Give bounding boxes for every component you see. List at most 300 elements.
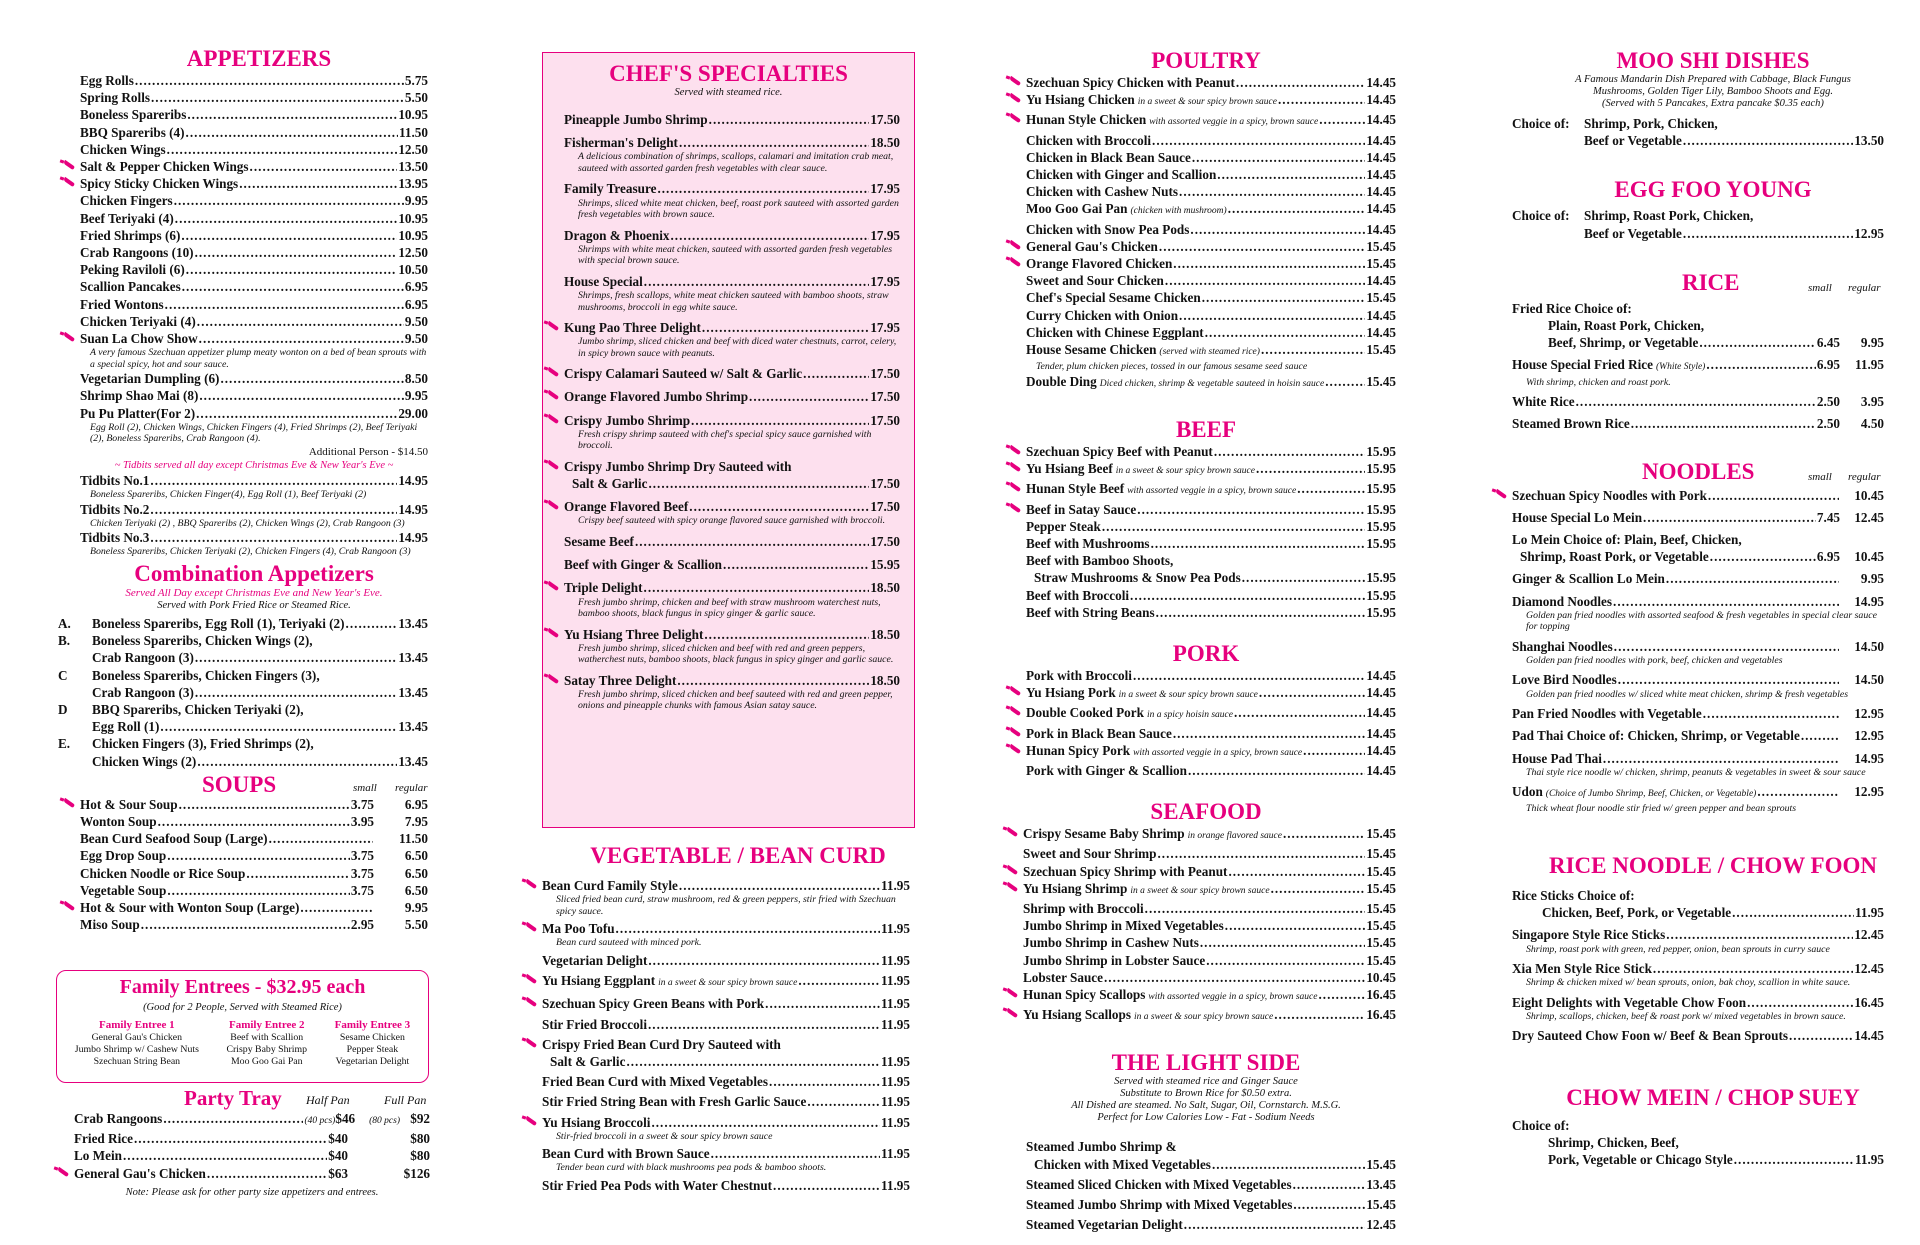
item-price: 10.45 bbox=[1366, 969, 1396, 985]
item-price-regular: 6.95 bbox=[404, 796, 428, 812]
menu-item-row bbox=[1026, 725, 1396, 742]
party-header bbox=[74, 1085, 430, 1110]
menu-item bbox=[1023, 863, 1396, 880]
fried-rice-label: Fried Rice Choice of: bbox=[1512, 300, 1632, 316]
item-name: Crispy Jumbo Shrimp bbox=[564, 412, 691, 428]
menu-item-row bbox=[1026, 132, 1396, 149]
spicy-pepper-icon bbox=[1003, 865, 1017, 875]
item-description: Fresh crispy shrimp sauteed with chef's special spicy sauce garnished with broccoli. bbox=[578, 428, 872, 452]
party-row bbox=[74, 1165, 430, 1182]
leader-dots bbox=[1137, 501, 1365, 518]
menu-item bbox=[1023, 917, 1396, 934]
leader-dots bbox=[1303, 742, 1365, 759]
vegetable-list bbox=[542, 877, 910, 1194]
menu-item bbox=[80, 529, 428, 558]
item-name: Tidbits No.2 bbox=[80, 501, 150, 517]
menu-item-row bbox=[1512, 593, 1884, 610]
item-price: 8.50 bbox=[404, 371, 428, 387]
choice-line bbox=[1512, 132, 1884, 149]
spicy-pepper-icon bbox=[544, 674, 558, 684]
item-price-regular: 12.95 bbox=[1854, 728, 1884, 744]
item-price: 13.95 bbox=[398, 176, 428, 192]
leader-dots bbox=[704, 626, 869, 643]
leader-dots bbox=[1325, 373, 1365, 390]
family-note: (Good for 2 People, Served with Steamed Rice) bbox=[143, 1002, 342, 1013]
menu-item-row bbox=[542, 972, 910, 992]
leader-dots bbox=[1706, 356, 1816, 373]
item-price: 15.45 bbox=[1366, 846, 1396, 862]
leader-dots bbox=[1145, 900, 1366, 917]
menu-item-row bbox=[80, 278, 428, 295]
item-description: Fresh jumbo shrimp, sliced chicken and beef with red and green peppers, watherchest nuts, bamboo shoots, black fungus in spicy ginger and garlic sauce. bbox=[578, 642, 894, 666]
leader-dots bbox=[1184, 1216, 1366, 1233]
spicy-pepper-icon bbox=[1003, 988, 1017, 998]
menu-item bbox=[1026, 762, 1396, 779]
item-name: Crispy Jumbo Shrimp Dry Sauteed with bbox=[564, 458, 792, 474]
leader-dots bbox=[616, 920, 881, 937]
leader-dots bbox=[626, 1053, 880, 1070]
chowmein-block bbox=[1512, 1117, 1884, 1169]
menu-item bbox=[564, 180, 900, 220]
menu-item bbox=[1026, 1196, 1396, 1213]
menu-item-row bbox=[1023, 845, 1396, 862]
menu-item-row bbox=[542, 1177, 910, 1194]
menu-item bbox=[542, 877, 910, 917]
item-name: Straw Mushrooms & Snow Pea Pods bbox=[1034, 570, 1241, 586]
leader-dots bbox=[679, 134, 869, 151]
column-1 bbox=[58, 46, 428, 933]
menu-item-row bbox=[542, 1053, 910, 1070]
menu-item-row bbox=[1026, 149, 1396, 166]
combo-text: Crab Rangoon (3) bbox=[92, 650, 194, 666]
rice-title: RICE bbox=[1682, 269, 1740, 295]
leader-dots bbox=[1165, 272, 1365, 289]
item-price: 10.95 bbox=[398, 107, 428, 123]
item-name: Yu Hsiang Scallops bbox=[1023, 1007, 1131, 1023]
combination-note-2: Served with Pork Fried Rice or Steamed Rice. bbox=[157, 599, 351, 611]
item-name: Fried Bean Curd with Mixed Vegetables bbox=[542, 1074, 769, 1090]
leader-dots bbox=[644, 273, 870, 290]
family-entree-item: Pepper Steak bbox=[346, 1044, 399, 1055]
leader-dots bbox=[1734, 1151, 1854, 1168]
menu-item bbox=[80, 89, 428, 106]
item-price: 14.45 bbox=[1366, 742, 1396, 758]
leader-dots bbox=[182, 278, 404, 295]
menu-item bbox=[564, 579, 900, 619]
item-price: 18.50 bbox=[870, 672, 900, 688]
item-price: 9.95 bbox=[404, 193, 428, 209]
item-price: 5.75 bbox=[404, 73, 428, 88]
menu-item bbox=[1026, 289, 1396, 306]
spicy-pepper-icon bbox=[544, 460, 558, 470]
item-name: Satay Three Delight bbox=[564, 672, 677, 688]
menu-item bbox=[1512, 570, 1884, 587]
menu-item-row bbox=[1026, 200, 1396, 220]
menu-item-row bbox=[80, 227, 428, 244]
menu-item bbox=[1026, 149, 1396, 166]
item-price-small: 3.75 bbox=[350, 882, 374, 898]
item-price: 9.50 bbox=[404, 313, 428, 329]
item-note: (served with steamed rice) bbox=[1159, 347, 1260, 358]
item-name: Udon bbox=[1512, 784, 1543, 800]
item-name: Shanghai Noodles bbox=[1512, 638, 1613, 654]
item-name: Jumbo Shrimp in Cashew Nuts bbox=[1023, 935, 1199, 951]
leader-dots bbox=[671, 227, 870, 244]
rice-small-label: small bbox=[1808, 281, 1832, 294]
choice-text: Shrimp, Chicken, Beef, bbox=[1548, 1134, 1679, 1150]
leader-dots bbox=[1666, 926, 1853, 943]
item-name: Orange Flavored Jumbo Shrimp bbox=[564, 389, 749, 405]
item-price: 11.95 bbox=[881, 1016, 910, 1032]
item-price-regular: 6.50 bbox=[404, 865, 428, 881]
menu-item-row bbox=[564, 365, 900, 382]
item-price: 11.95 bbox=[881, 973, 910, 989]
spicy-pepper-icon bbox=[1006, 727, 1020, 737]
soups-title: SOUPS bbox=[202, 771, 277, 797]
menu-item bbox=[1023, 969, 1396, 986]
combo-line bbox=[58, 649, 428, 666]
menu-item-row bbox=[1026, 221, 1396, 238]
item-name: Fried Shrimps (6) bbox=[80, 227, 181, 243]
item-price: 13.50 bbox=[1854, 133, 1884, 149]
menu-item-row bbox=[80, 175, 428, 192]
item-name: General Gau's Chicken bbox=[74, 1165, 206, 1181]
item-name: Vegetable Soup bbox=[80, 882, 167, 898]
item-price: 17.50 bbox=[870, 412, 900, 428]
item-price: 15.45 bbox=[1366, 901, 1396, 917]
item-name: Wonton Soup bbox=[80, 814, 157, 829]
menu-item-row bbox=[564, 672, 900, 689]
choice-line bbox=[1512, 207, 1884, 224]
choice-text: Shrimp, Pork, Chicken, bbox=[1584, 116, 1718, 131]
item-price: 11.95 bbox=[881, 1074, 910, 1090]
leader-dots bbox=[1319, 111, 1365, 128]
menu-item bbox=[80, 175, 428, 192]
party-half-label: Half Pan bbox=[306, 1093, 350, 1107]
item-name: Yu Hsiang Beef bbox=[1026, 461, 1113, 477]
item-price: 14.45 bbox=[1366, 221, 1396, 237]
menu-item bbox=[80, 830, 428, 847]
spicy-pepper-icon bbox=[544, 414, 558, 424]
rice-list bbox=[1512, 300, 1884, 433]
item-name: Double Ding bbox=[1026, 373, 1097, 389]
item-price-regular: 6.50 bbox=[404, 882, 428, 898]
leader-dots bbox=[769, 1073, 880, 1090]
item-price: 15.95 bbox=[1366, 501, 1396, 517]
menu-item-row bbox=[1026, 341, 1396, 361]
family-entree bbox=[75, 1019, 199, 1068]
item-price: 17.95 bbox=[870, 227, 900, 243]
item-description: Chicken Teriyaki (2) , BBQ Spareribs (2), Chicken Wings (2), Crab Rangoon (3) bbox=[90, 517, 405, 529]
menu-item-row bbox=[1026, 74, 1396, 91]
leader-dots bbox=[651, 1114, 880, 1131]
menu-item-row bbox=[1026, 238, 1396, 255]
menu-item bbox=[1026, 272, 1396, 289]
spicy-pepper-icon bbox=[1003, 827, 1017, 837]
leader-dots bbox=[1653, 960, 1853, 977]
leader-dots bbox=[648, 952, 880, 969]
item-price: 12.95 bbox=[1854, 225, 1884, 241]
menu-item-row bbox=[1023, 934, 1396, 951]
item-name: Shrimp, Roast Pork, or Vegetable bbox=[1520, 549, 1709, 565]
item-price: 14.45 bbox=[1366, 167, 1396, 183]
leader-dots bbox=[1179, 307, 1365, 324]
leader-dots bbox=[1158, 845, 1366, 862]
leader-dots bbox=[1130, 587, 1365, 604]
menu-item-row bbox=[1512, 356, 1884, 376]
item-price: 9.50 bbox=[404, 331, 428, 347]
poultry-title: POULTRY bbox=[1151, 48, 1261, 73]
leader-dots bbox=[1613, 593, 1839, 610]
leader-dots bbox=[165, 296, 404, 313]
item-price: 13.45 bbox=[398, 684, 428, 700]
item-price: 17.50 bbox=[870, 112, 900, 127]
menu-item bbox=[80, 106, 428, 123]
item-description: Boneless Spareribs, Chicken Teriyaki (2), Chicken Fingers (4), Crab Rangoon (3) bbox=[90, 546, 411, 558]
leader-dots bbox=[199, 330, 404, 347]
leader-dots bbox=[1206, 952, 1365, 969]
leader-dots bbox=[186, 261, 398, 278]
item-name: Miso Soup bbox=[80, 917, 140, 933]
menu-item-row bbox=[80, 370, 428, 387]
spicy-pepper-icon bbox=[544, 390, 558, 400]
item-price-half: $40 bbox=[328, 1131, 348, 1147]
item-price-full: $80 bbox=[410, 1148, 430, 1164]
menu-item bbox=[1023, 934, 1396, 951]
menu-item bbox=[1026, 373, 1396, 393]
spicy-pepper-icon bbox=[522, 1038, 536, 1048]
appetizers-title: APPETIZERS bbox=[186, 46, 332, 71]
menu-item bbox=[1512, 783, 1884, 815]
item-note: (40 pcs) bbox=[304, 1116, 336, 1126]
combination-note: Served All Day except Christmas Eve and New Year's Eve. bbox=[125, 586, 383, 599]
leader-dots bbox=[187, 106, 397, 123]
menu-item-row bbox=[80, 899, 428, 916]
menu-item-row bbox=[1512, 548, 1884, 565]
item-name: Hot & Sour Soup bbox=[80, 796, 178, 812]
item-name: Fried Rice bbox=[74, 1131, 133, 1147]
family-entree-item: General Gau's Chicken bbox=[91, 1032, 183, 1043]
menu-item bbox=[542, 995, 910, 1012]
mooshi-note: A Famous Mandarin Dish Prepared with Cabbage, Black Fungus bbox=[1575, 74, 1851, 85]
leader-dots bbox=[1228, 200, 1366, 217]
menu-item bbox=[1512, 750, 1884, 779]
menu-item bbox=[564, 227, 900, 267]
item-price-regular: 14.50 bbox=[1854, 672, 1884, 688]
item-name: Crispy Calamari Sauteed w/ Salt & Garlic bbox=[564, 366, 803, 382]
choice-text: Beef or Vegetable bbox=[1584, 133, 1682, 149]
item-name: House Pad Thai bbox=[1512, 750, 1602, 766]
party-row bbox=[74, 1110, 430, 1130]
item-name: Crispy Sesame Baby Shrimp bbox=[1023, 826, 1185, 842]
mooshi-note: Mushrooms, Golden Tiger Lily, Bamboo Shoots and Egg. bbox=[1593, 86, 1833, 97]
combo-item bbox=[58, 667, 428, 701]
leader-dots bbox=[709, 111, 870, 128]
item-price: 11.95 bbox=[881, 1146, 910, 1162]
menu-item bbox=[80, 227, 428, 244]
vegetable-title: VEGETABLE / BEAN CURD bbox=[590, 843, 886, 868]
item-name: Pork with Broccoli bbox=[1026, 667, 1132, 683]
item-description: Shrimps, sliced white meat chicken, beef, roast pork sauteed with assorted garden fresh vegetables with brown sauce. bbox=[578, 197, 899, 221]
item-description: Golden pan fried noodles with pork, beef, chicken and vegetables bbox=[1526, 654, 1783, 666]
menu-item-row bbox=[80, 813, 428, 830]
item-note: in a sweet & sour spicy brown sauce bbox=[1118, 690, 1258, 701]
item-name: General Gau's Chicken bbox=[1026, 238, 1158, 254]
menu-item bbox=[564, 533, 900, 550]
item-note: in a sweet & sour spicy brown sauce bbox=[1130, 885, 1270, 896]
item-note: in a sweet & sour spicy brown sauce bbox=[658, 978, 798, 989]
menu-item-row bbox=[80, 210, 428, 227]
item-name: Pu Pu Platter(For 2) bbox=[80, 405, 196, 421]
menu-item-row bbox=[564, 180, 900, 197]
item-price: 14.45 bbox=[1366, 273, 1396, 289]
item-price-regular: 9.95 bbox=[1860, 571, 1884, 587]
item-name: Chicken with Snow Pea Pods bbox=[1026, 221, 1190, 237]
menu-item-row bbox=[1026, 518, 1396, 535]
item-name: Jumbo Shrimp in Mixed Vegetables bbox=[1023, 918, 1224, 934]
menu-item-row bbox=[564, 626, 900, 643]
choice-label: Choice of: bbox=[1512, 208, 1570, 224]
item-price-small: 2.50 bbox=[1816, 416, 1840, 432]
item-note: in orange flavored sauce bbox=[1187, 831, 1282, 842]
menu-item-line bbox=[542, 1036, 910, 1053]
family-entree-item: Szechuan String Bean bbox=[93, 1056, 181, 1067]
item-name: Pork in Black Bean Sauce bbox=[1026, 725, 1172, 741]
item-price: 10.95 bbox=[398, 227, 428, 243]
menu-item bbox=[564, 672, 900, 712]
item-name: Beef with Broccoli bbox=[1026, 587, 1130, 603]
item-name: Fisherman's Delight bbox=[564, 135, 678, 151]
light-notes bbox=[1026, 1076, 1396, 1124]
menu-item bbox=[80, 124, 428, 141]
item-description: Shrimps with white meat chicken, sauteed with assorted garden fresh vegetables with special brown sauce. bbox=[578, 243, 893, 267]
menu-item bbox=[1026, 255, 1396, 272]
menu-item bbox=[1026, 604, 1396, 621]
leader-dots bbox=[1234, 704, 1365, 721]
menu-item bbox=[564, 412, 900, 452]
item-name: Lobster Sauce bbox=[1023, 969, 1103, 985]
spicy-pepper-icon bbox=[1006, 462, 1020, 472]
menu-item bbox=[1512, 926, 1884, 955]
item-price: 29.00 bbox=[398, 405, 428, 421]
chef-list bbox=[543, 99, 914, 712]
item-price: 11.95 bbox=[881, 1094, 910, 1110]
item-name: Bean Curd Family Style bbox=[542, 878, 678, 893]
menu-item-row bbox=[564, 227, 900, 244]
item-price: 14.45 bbox=[1366, 324, 1396, 340]
item-name: Egg Rolls bbox=[80, 73, 134, 88]
choice-text: Pork, Vegetable or Chicago Style bbox=[1548, 1152, 1733, 1168]
item-description: A very famous Szechuan appetizer plump meaty wonton on a bed of bean sprouts with a special spicy, hot and sour sauce. bbox=[90, 347, 427, 370]
item-name: Shrimp Shao Mai (8) bbox=[80, 388, 199, 404]
item-price: 15.95 bbox=[1366, 587, 1396, 603]
menu-item-row bbox=[542, 995, 910, 1012]
item-name: Szechuan Spicy Green Beans with Pork bbox=[542, 996, 765, 1012]
soups-small-label: small bbox=[353, 781, 377, 794]
menu-item bbox=[1023, 825, 1396, 845]
spicy-pepper-icon bbox=[1006, 113, 1020, 123]
leader-dots bbox=[702, 319, 869, 336]
item-price: 6.95 bbox=[404, 296, 428, 312]
item-description: Boneless Spareribs, Chicken Finger(4), Egg Roll (1), Beef Teriyaki (2) bbox=[90, 489, 367, 501]
item-name: Pad Thai Choice of: Chicken, Shrimp, or Vegetable bbox=[1512, 728, 1800, 744]
menu-item-row bbox=[1023, 900, 1396, 917]
menu-item bbox=[1026, 501, 1396, 518]
menu-item bbox=[1026, 587, 1396, 604]
item-name: Beef with Mushrooms bbox=[1026, 535, 1150, 551]
menu-item-row bbox=[1512, 705, 1884, 722]
item-note: in a sweet & sour spicy brown sauce bbox=[1137, 97, 1277, 108]
menu-item-row bbox=[1512, 727, 1884, 744]
item-name: Lo Mein bbox=[74, 1148, 122, 1164]
menu-item bbox=[1026, 238, 1396, 255]
leader-dots bbox=[648, 475, 869, 492]
leader-dots bbox=[1212, 1156, 1365, 1173]
item-price-small: 3.95 bbox=[350, 814, 374, 829]
item-price-regular: 7.95 bbox=[404, 814, 428, 829]
light-note: Served with steamed rice and Ginger Sauce bbox=[1114, 1076, 1298, 1088]
item-name: Szechuan Spicy Shrimp with Peanut bbox=[1023, 863, 1228, 879]
mooshi-title: MOO SHI DISHES bbox=[1616, 48, 1810, 73]
menu-item bbox=[1026, 742, 1396, 762]
leader-dots bbox=[723, 556, 869, 573]
leader-dots bbox=[197, 753, 397, 770]
item-name: Yu Hsiang Pork bbox=[1026, 685, 1116, 701]
item-price: 15.45 bbox=[1366, 918, 1396, 934]
item-note: (80 pcs) bbox=[369, 1116, 400, 1126]
menu-item bbox=[1026, 183, 1396, 200]
menu-item bbox=[80, 472, 428, 501]
item-price: 17.50 bbox=[870, 499, 900, 515]
item-name: Curry Chicken with Onion bbox=[1026, 307, 1179, 323]
menu-item-row bbox=[1026, 742, 1396, 762]
leader-dots bbox=[798, 972, 880, 989]
item-name: Sesame Beef bbox=[564, 533, 634, 549]
menu-item-row bbox=[1512, 750, 1884, 767]
item-name: Beef with String Beans bbox=[1026, 604, 1155, 620]
pork-list bbox=[1026, 667, 1396, 779]
item-name: Vegetarian Delight bbox=[542, 952, 648, 968]
item-note: (Choice of Jumbo Shrimp, Beef, Chicken, or Vegetable) bbox=[1545, 789, 1757, 800]
item-name: Dragon & Phoenix bbox=[564, 227, 670, 243]
spicy-pepper-icon bbox=[544, 321, 558, 331]
item-name: Singapore Style Rice Sticks bbox=[1512, 927, 1666, 943]
item-price: 15.95 bbox=[1366, 518, 1396, 534]
item-name: Szechuan Spicy Chicken with Peanut bbox=[1026, 75, 1235, 90]
leader-dots bbox=[1732, 904, 1854, 921]
menu-item bbox=[80, 313, 428, 330]
leader-dots bbox=[346, 615, 398, 632]
family-title: Family Entrees - $32.95 each bbox=[119, 976, 366, 998]
menu-item-row bbox=[1026, 166, 1396, 183]
menu-item bbox=[542, 920, 910, 949]
menu-item bbox=[1512, 393, 1884, 410]
item-note: with assorted veggie in a spicy, brown sauce bbox=[1149, 117, 1319, 128]
soups-regular-label: regular bbox=[395, 781, 428, 794]
menu-item bbox=[1026, 221, 1396, 238]
item-name: Sweet and Sour Shrimp bbox=[1023, 846, 1157, 862]
leader-dots bbox=[163, 1110, 303, 1127]
menu-item bbox=[564, 626, 900, 666]
menu-item-row bbox=[542, 952, 910, 969]
leader-dots bbox=[1228, 863, 1365, 880]
spicy-pepper-icon bbox=[544, 367, 558, 377]
menu-item bbox=[1023, 1006, 1396, 1026]
leader-dots bbox=[179, 796, 350, 813]
item-description: Crispy beef sauteed with spicy orange flavored sauce garnished with broccoli. bbox=[578, 515, 886, 527]
item-name: Steamed Sliced Chicken with Mixed Vegetables bbox=[1026, 1176, 1292, 1192]
spicy-pepper-icon bbox=[522, 922, 536, 932]
